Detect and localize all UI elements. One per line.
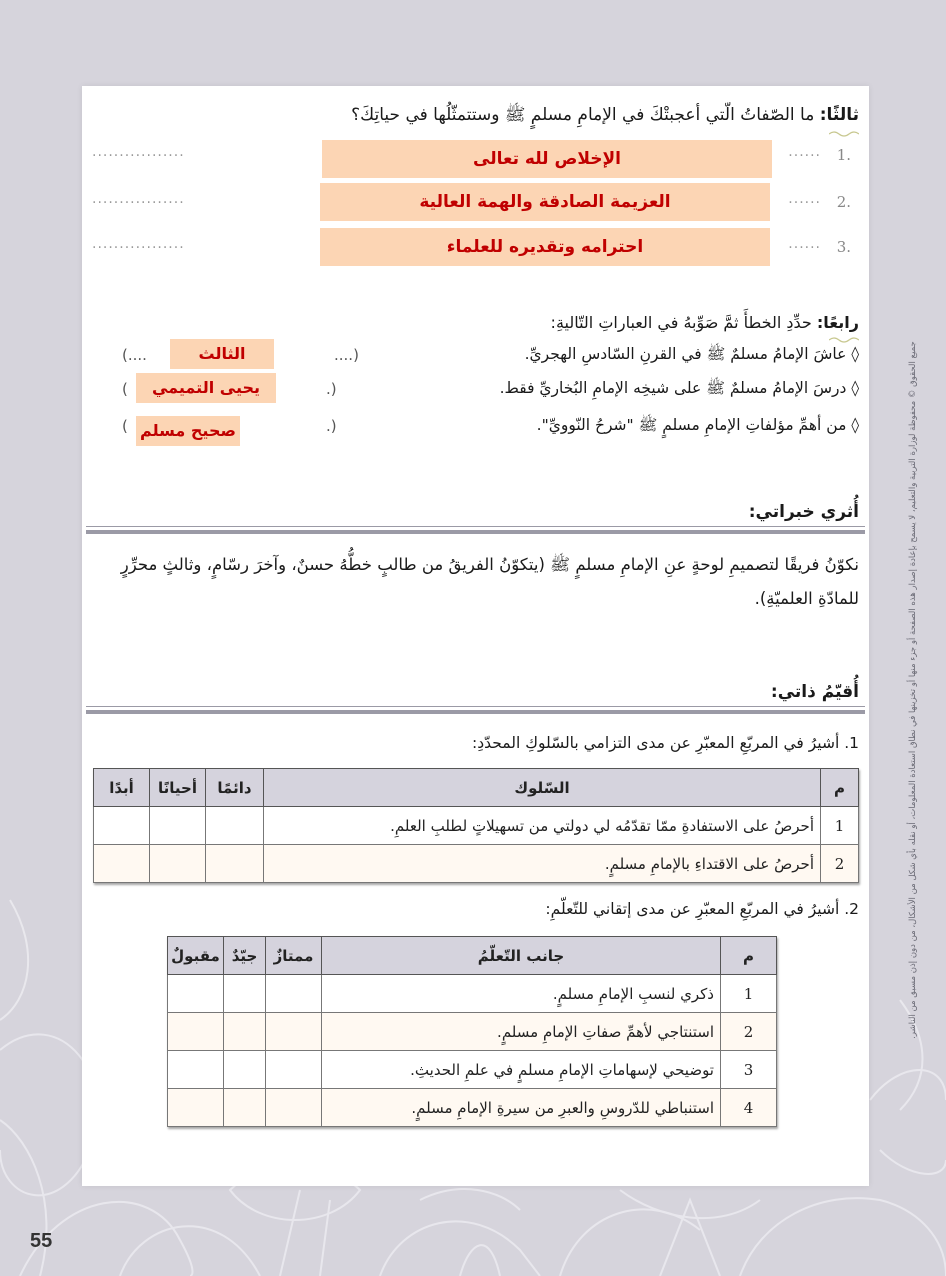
row-number: 1 [721,975,777,1013]
check-cell-never[interactable] [94,807,150,845]
answer-line-2 [82,183,869,223]
row-number: 2 [821,845,859,883]
correction-field[interactable]: يحيى التميمي [136,373,276,403]
section-divider [86,526,865,534]
check-cell-excellent[interactable] [266,1013,322,1051]
section4-question [551,313,859,332]
section3-label: ثالثًا: [819,105,859,125]
table2-intro: 2. أشيرُ في المربّعِ المعبّرِ عن مدى إتقاني للتّعلّمِ: [545,900,859,918]
table-row [168,1051,777,1089]
table-row [94,807,859,845]
check-cell-excellent[interactable] [266,1051,322,1089]
dotted-line: ................. [92,191,185,207]
table-header-row [168,937,777,975]
row-text: ذكري لنسبِ الإمامِ مسلمٍ. [322,975,721,1013]
check-cell-good[interactable] [224,1089,266,1127]
table-header-row [94,769,859,807]
statement-2 [500,378,859,401]
check-cell-good[interactable] [224,975,266,1013]
header-sometimes: أحيانًا [150,769,206,807]
experiences-text: نكوّنُ فريقًا لتصميمِ لوحةٍ عنِ الإمامِ مسلمٍ ﷺ (يتكوّنُ الفريقُ من طالبٍ خطُّهُ حسنٌ، وآخرَ رسّامٍ، وثالثٍ محرِّرٍ للمادّةِ العلميّةِ). [120,555,859,608]
check-cell-acceptable[interactable] [168,1089,224,1127]
header-always: دائمًا [206,769,264,807]
table-row [168,1089,777,1127]
diamond-bullet-icon: ◊ [851,345,859,363]
check-cell-acceptable[interactable] [168,1051,224,1089]
self-eval-title: أُقيّمُ ذاتي: [770,682,859,702]
close-paren: ) [122,417,128,435]
line-number: 3. [836,238,851,256]
row-text: أحرصُ على الاقتداءِ بالإمامِ مسلمٍ. [264,845,821,883]
header-never: أبدًا [94,769,150,807]
section-divider [86,706,865,714]
behavior-table [93,768,859,883]
check-cell-acceptable[interactable] [168,975,224,1013]
page-number: 55 [30,1230,53,1252]
row-number: 2 [721,1013,777,1051]
answer-field[interactable]: الإخلاص لله تعالى [322,140,772,178]
check-cell-excellent[interactable] [266,1089,322,1127]
table-row [168,975,777,1013]
row-text: استنتاجي لأهمِّ صفاتِ الإمامِ مسلمٍ. [322,1013,721,1051]
close-paren: ....) [122,346,147,364]
diamond-bullet-icon: ◊ [851,416,859,434]
answer-line-1 [82,136,869,176]
row-number: 1 [821,807,859,845]
check-cell-good[interactable] [224,1051,266,1089]
check-cell-never[interactable] [94,845,150,883]
check-cell-sometimes[interactable] [150,807,206,845]
table-row [94,845,859,883]
check-cell-sometimes[interactable] [150,845,206,883]
section3-question-text: ما الصّفاتُ الّتي أعجبتْكَ في الإمامِ مسلمٍ ﷺ وستتمثّلُها في حياتِكَ؟ [351,105,820,125]
statement-text: عاشَ الإمامُ مسلمٌ ﷺ في القرنِ السّادسِ الهجريِّ. [524,345,847,363]
open-paren: (. [326,380,337,398]
statement-1 [525,344,859,367]
squiggle-decoration [829,336,859,344]
row-text: استنباطي للدّروسِ والعبرِ من سيرةِ الإمامِ مسلمٍ. [322,1089,721,1127]
header-behavior: السّلوك [264,769,821,807]
answer-field[interactable]: العزيمة الصادقة والهمة العالية [320,183,770,221]
row-text: أحرصُ على الاستفادةِ ممّا تقدّمُه لي دولتي من تسهيلاتٍ لطلبِ العلمِ. [264,807,821,845]
header-acceptable: مقبولٌ [168,937,224,975]
copyright-notice: جميع الحقوق © محفوظة لوزارة التربية والتعليم، لا يسمح بإعادة إصدار هذه الصفحة أو جزء منها أو تخزينها في نطاق استعادة المعلومات، أو نقله بأي شكل من الأشكال، من دون إذن مسبق من الناشر. [908,341,918,1039]
worksheet-page [82,86,869,1186]
correction-field[interactable]: صحيح مسلم [136,416,240,446]
header-number: م [821,769,859,807]
dotted-line: ................. [92,236,185,252]
header-excellent: ممتازٌ [266,937,322,975]
statement-text: من أهمِّ مؤلفاتِ الإمامِ مسلمٍ ﷺ "شرحُ النّوويِّ". [536,416,847,434]
section4-label: رابعًا: [816,313,859,332]
answer-line-3 [82,228,869,268]
correction-field[interactable]: الثالث [170,339,274,369]
statement-text: درسَ الإمامُ مسلمٌ ﷺ على شيخِه الإمامِ البُخاريِّ فقط. [499,379,847,397]
check-cell-good[interactable] [224,1013,266,1051]
dotted-line: ...... [788,236,821,252]
learning-table [167,936,777,1127]
check-cell-acceptable[interactable] [168,1013,224,1051]
header-good: جيّدٌ [224,937,266,975]
table-row [168,1013,777,1051]
row-number: 4 [721,1089,777,1127]
row-number: 3 [721,1051,777,1089]
line-number: 1. [836,146,851,164]
experiences-title: أُثري خبراتي: [748,502,859,522]
diamond-bullet-icon: ◊ [851,379,859,397]
open-paren: (. [326,417,337,435]
header-learning-aspect: جانب التّعلّمُ [322,937,721,975]
check-cell-always[interactable] [206,807,264,845]
row-text: توضيحي لإسهاماتِ الإمامِ مسلمٍ في علمِ الحديثِ. [322,1051,721,1089]
answer-field[interactable]: احترامه وتقديره للعلماء [320,228,770,266]
close-paren: ) [122,380,128,398]
section3-question [351,104,859,129]
header-number: م [721,937,777,975]
check-cell-excellent[interactable] [266,975,322,1013]
section4-question-text: حدِّدِ الخطأَ ثمَّ صَوِّبهُ في العباراتِ التّاليةِ: [550,313,817,332]
open-paren: (.... [334,346,359,364]
check-cell-always[interactable] [206,845,264,883]
dotted-line: ...... [788,144,821,160]
statement-3 [537,415,859,438]
dotted-line: ...... [788,191,821,207]
line-number: 2. [836,193,851,211]
table1-intro: 1. أشيرُ في المربّعِ المعبّرِ عن مدى التزامي بالسّلوكِ المحدّدِ: [472,734,859,752]
dotted-line: ................. [92,144,185,160]
